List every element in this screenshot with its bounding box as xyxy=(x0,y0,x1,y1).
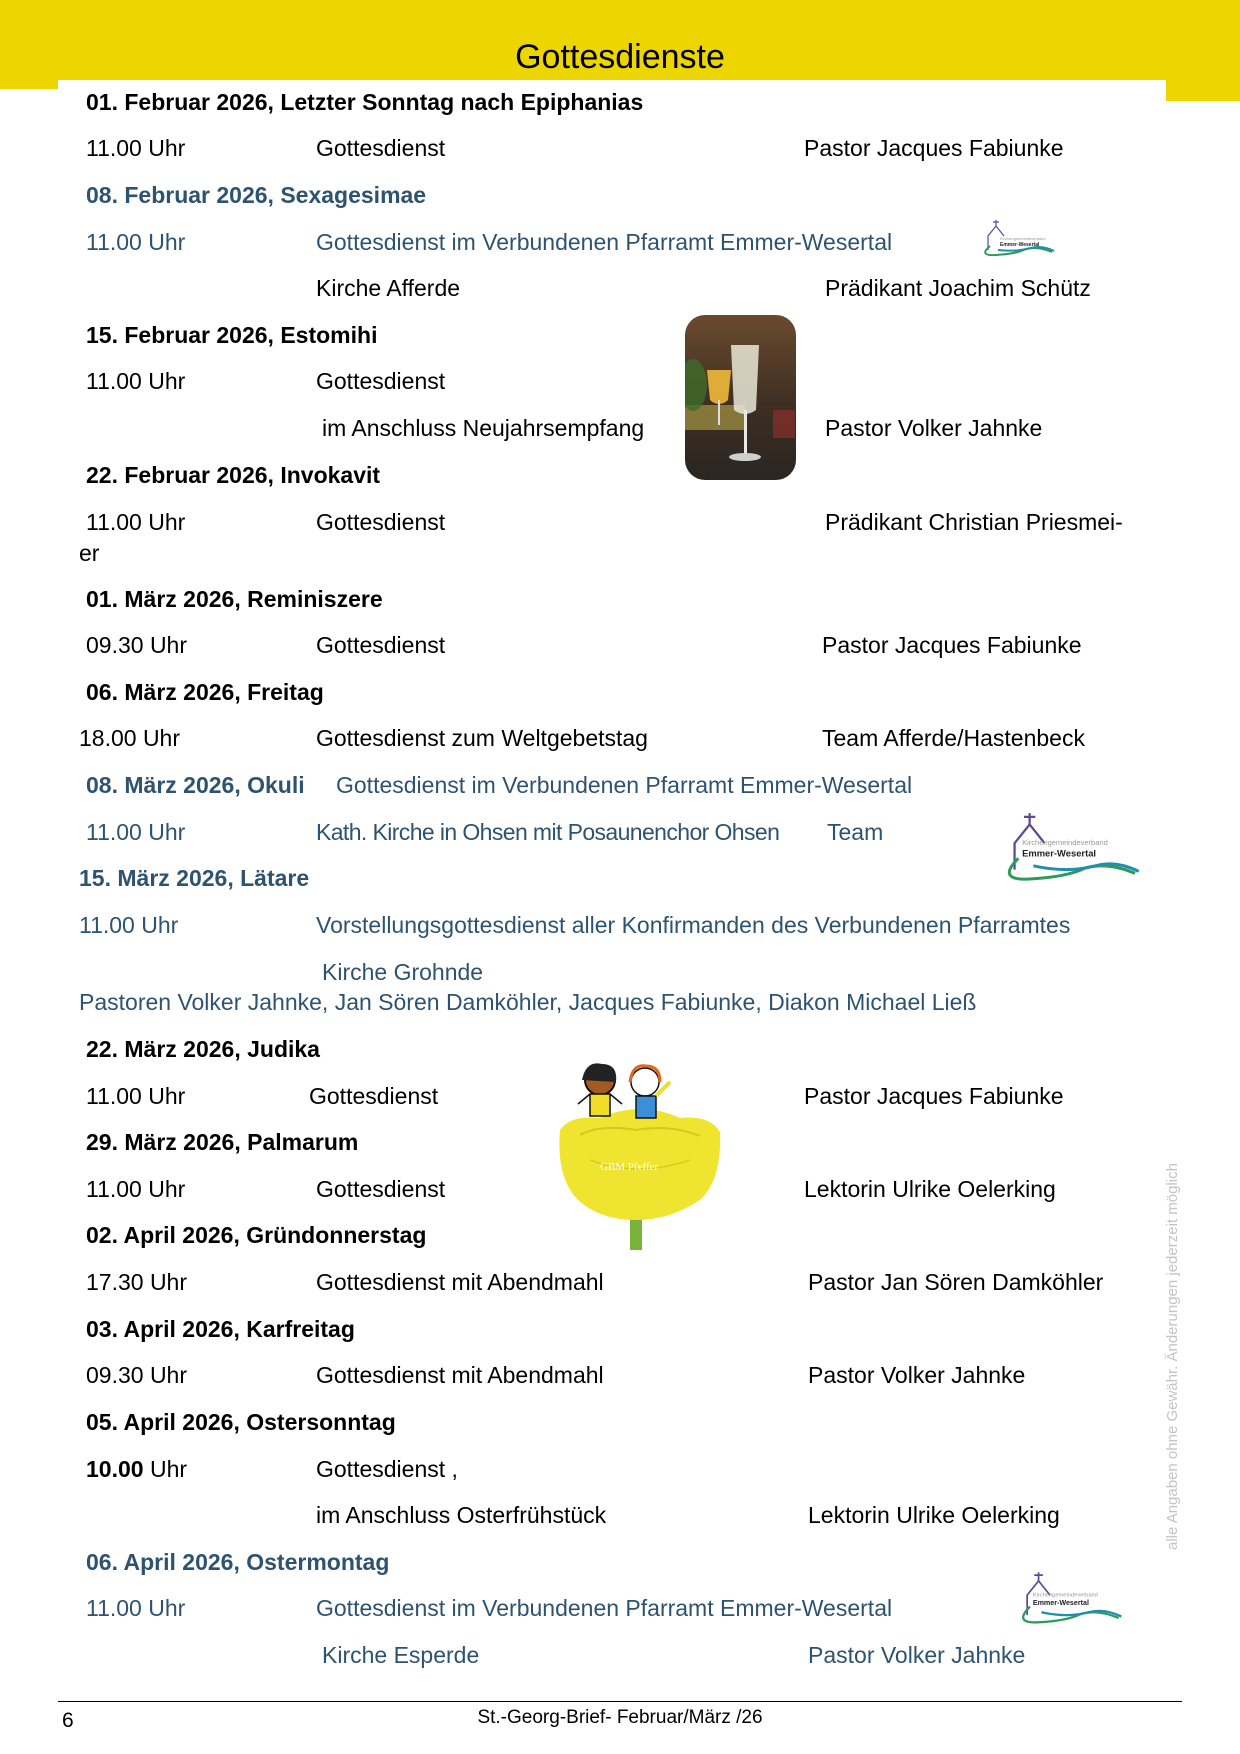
service-time: 11.00 Uhr xyxy=(86,1595,186,1621)
service-type: Gottesdienst zum Weltgebetstag xyxy=(316,725,648,751)
service-leader: Pastor Volker Jahnke xyxy=(808,1642,1026,1668)
service-date: 05. April 2026, Ostersonntag xyxy=(86,1409,396,1435)
service-type: Gottesdienst , xyxy=(316,1456,458,1482)
service-leader-continuation: er xyxy=(79,540,100,566)
service-type: Gottesdienst xyxy=(316,368,446,394)
service-date: 01. März 2026, Reminiszere xyxy=(86,586,383,612)
service-location: Kirche Grohnde xyxy=(322,959,484,985)
service-time: 18.00 Uhr xyxy=(79,725,181,751)
service-time: 11.00 Uhr xyxy=(86,135,186,161)
flower-caption: GBM Pfeffer xyxy=(600,1161,659,1173)
service-location: Kirche Esperde xyxy=(322,1642,480,1668)
service-time: 11.00 Uhr xyxy=(86,819,186,845)
service-time: 09.30 Uhr xyxy=(86,1362,188,1388)
service-leader: Lektorin Ulrike Oelerking xyxy=(804,1176,1056,1202)
service-leader: Pastoren Volker Jahnke, Jan Sören Damköhler, Jacques Fabiunke, Diakon Michael Ließ xyxy=(79,989,977,1015)
emmer-wesertal-logo xyxy=(976,216,1060,260)
service-leader: Pastor Jacques Fabiunke xyxy=(804,1083,1064,1109)
service-type: Gottesdienst mit Abendmahl xyxy=(316,1362,604,1388)
emmer-wesertal-logo xyxy=(992,804,1150,890)
logo-big-text: Emmer-Wesertal xyxy=(1022,847,1097,859)
service-note: im Anschluss Osterfrühstück xyxy=(316,1502,607,1528)
service-time: 09.30 Uhr xyxy=(86,632,188,658)
page-title: Gottesdienste xyxy=(515,38,725,76)
service-type: Gottesdienst im Verbundenen Pfarramt Emmer-Wesertal xyxy=(336,772,913,798)
service-leader: Pastor Jacques Fabiunke xyxy=(822,632,1082,658)
service-leader: Pastor Jacques Fabiunke xyxy=(804,135,1064,161)
logo-big-text: Emmer-Wesertal xyxy=(1000,242,1040,248)
service-time: 17.30 Uhr xyxy=(86,1269,188,1295)
service-leader: Prädikant Christian Priesmei- xyxy=(825,509,1123,535)
service-date: 03. April 2026, Karfreitag xyxy=(86,1316,355,1342)
service-date: 06. April 2026, Ostermontag xyxy=(86,1549,390,1575)
logo-small-text: Kirchengemeindeverband xyxy=(1032,1592,1098,1599)
service-leader: Team Afferde/Hastenbeck xyxy=(822,725,1085,751)
logo-small-text: Kirchengemeindeverband xyxy=(1022,838,1108,848)
service-date: 08. März 2026, Okuli xyxy=(86,772,305,798)
logo-small-text: Kirchengemeindeverband xyxy=(1000,236,1046,241)
service-date: 15. März 2026, Lätare xyxy=(79,865,310,891)
publication-title: St.-Georg-Brief- Februar/März /26 xyxy=(477,1707,763,1728)
champagne-glasses-photo xyxy=(685,315,796,480)
service-time-hour: 10.00 xyxy=(86,1456,144,1482)
service-type: Gottesdienst im Verbundenen Pfarramt Emmer-Wesertal xyxy=(316,1595,893,1621)
service-type: Gottesdienst im Verbundenen Pfarramt Emmer-Wesertal xyxy=(316,229,893,255)
service-date: 08. Februar 2026, Sexagesimae xyxy=(86,182,427,208)
service-type: Gottesdienst xyxy=(316,1176,446,1202)
page-number: 6 xyxy=(62,1709,74,1732)
service-time: 11.00 Uhr xyxy=(86,229,186,255)
service-date: 22. Februar 2026, Invokavit xyxy=(86,462,381,488)
service-location: Kirche Afferde xyxy=(316,275,461,301)
service-leader: Lektorin Ulrike Oelerking xyxy=(808,1502,1060,1528)
service-time: 11.00 Uhr xyxy=(86,1176,186,1202)
service-type: Gottesdienst mit Abendmahl xyxy=(316,1269,604,1295)
service-leader: Pastor Volker Jahnke xyxy=(808,1362,1026,1388)
disclaimer-vertical: alle Angaben ohne Gewähr. Änderungen jederzeit möglich xyxy=(1164,1163,1181,1550)
service-note: im Anschluss Neujahrsempfang xyxy=(322,415,645,441)
children-on-flower-illustration xyxy=(550,1060,730,1250)
service-date: 01. Februar 2026, Letzter Sonntag nach Epiphanias xyxy=(86,89,644,115)
service-date: 06. März 2026, Freitag xyxy=(86,679,324,705)
logo-big-text: Emmer-Wesertal xyxy=(1032,1599,1089,1608)
service-date: 02. April 2026, Gründonnerstag xyxy=(86,1222,427,1248)
service-time-suffix: Uhr xyxy=(143,1456,188,1482)
footer-divider xyxy=(58,1701,1182,1702)
service-time: 11.00 Uhr xyxy=(86,368,186,394)
service-type: Gottesdienst xyxy=(316,632,446,658)
service-leader: Prädikant Joachim Schütz xyxy=(825,275,1091,301)
service-type: Gottesdienst xyxy=(309,1083,439,1109)
service-date: 22. März 2026, Judika xyxy=(86,1036,320,1062)
service-date: 29. März 2026, Palmarum xyxy=(86,1129,359,1155)
service-location: Kath. Kirche in Ohsen mit Posaunenchor Ohsen xyxy=(316,819,780,845)
service-time: 11.00 Uhr xyxy=(86,509,186,535)
header-band-left-tab xyxy=(0,80,58,89)
service-leader: Pastor Volker Jahnke xyxy=(825,415,1043,441)
service-time: 11.00 Uhr xyxy=(86,1083,186,1109)
service-leader: Team xyxy=(827,819,884,845)
service-time: 11.00 Uhr xyxy=(79,912,179,938)
service-type: Vorstellungsgottesdienst aller Konfirmanden des Verbundenen Pfarramtes xyxy=(316,912,1071,938)
service-type: Gottesdienst xyxy=(316,135,446,161)
service-time xyxy=(86,1458,187,1481)
service-type: Gottesdienst xyxy=(316,509,446,535)
service-leader: Pastor Jan Sören Damköhler xyxy=(808,1269,1104,1295)
emmer-wesertal-logo xyxy=(1010,1566,1130,1630)
header-band-right-tab xyxy=(1166,80,1240,101)
service-date: 15. Februar 2026, Estomihi xyxy=(86,322,378,348)
